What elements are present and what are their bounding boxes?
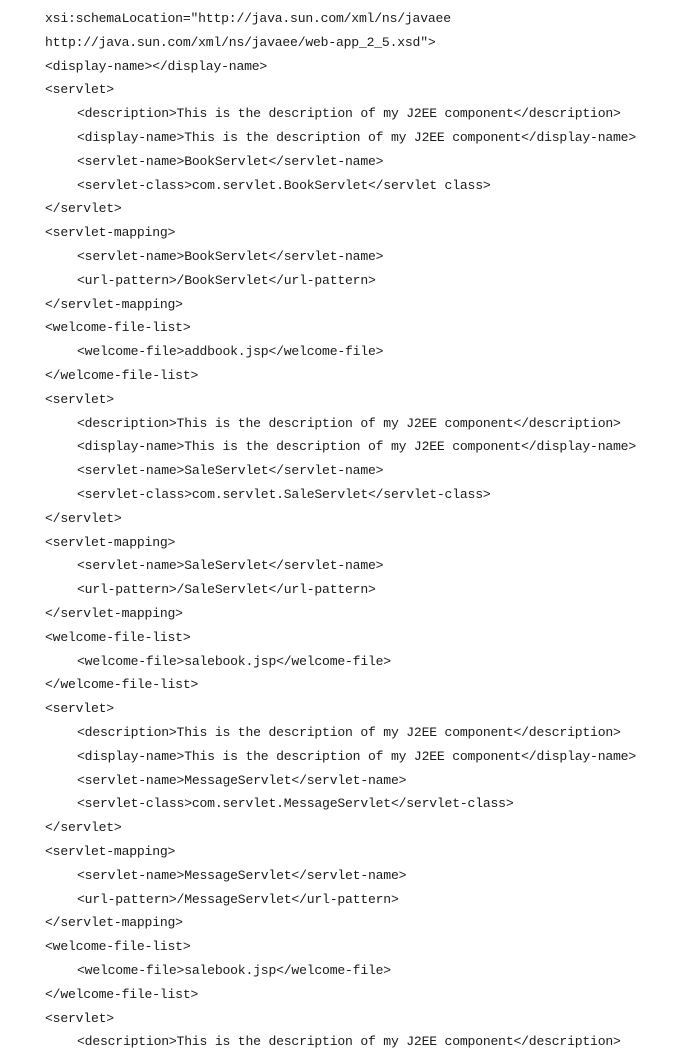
code-line: </servlet> (45, 510, 122, 526)
code-line: <url-pattern>/BookServlet</url-pattern> (77, 272, 376, 288)
code-line: </servlet-mapping> (45, 296, 183, 312)
code-line: <description>This is the description of my J2EE component</description> (77, 415, 621, 431)
code-line: <servlet-name>MessageServlet</servlet-name> (77, 772, 407, 788)
code-line: <servlet> (45, 1010, 114, 1026)
code-line: <welcome-file>salebook.jsp</welcome-file> (77, 963, 391, 978)
code-line: </welcome-file-list> (45, 368, 199, 383)
code-line: </servlet-mapping> (45, 915, 183, 931)
code-line: <servlet-mapping> (45, 534, 176, 550)
code-line: <url-pattern>/SaleServlet</url-pattern> (77, 582, 376, 598)
code-line: </welcome-file-list> (45, 677, 199, 693)
code-line: <description>This is the description of my J2EE component</description> (77, 106, 621, 122)
code-line: <servlet-name>MessageServlet</servlet-name> (77, 867, 407, 883)
code-line: <description>This is the description of my J2EE component</description> (77, 1034, 621, 1050)
code-line: <display-name></display-name> (45, 58, 268, 74)
code-line: <welcome-file-list> (45, 320, 191, 336)
code-line: <servlet-name>SaleServlet</servlet-name> (77, 463, 384, 479)
code-line: <display-name>This is the description of my J2EE component</display-name> (77, 439, 636, 455)
code-line: <welcome-file-list> (45, 629, 191, 645)
code-line: </servlet> (45, 820, 122, 836)
code-line: <welcome-file>addbook.jsp</welcome-file> (77, 344, 384, 360)
code-line: <servlet-mapping> (45, 844, 176, 859)
code-line: <servlet-mapping> (45, 225, 176, 241)
code-line: <servlet> (45, 82, 114, 98)
code-line: </servlet> (45, 201, 122, 217)
code-line: xsi:schemaLocation="http://java.sun.com/xml/ns/javaee (45, 11, 451, 26)
code-line: <description>This is the description of my J2EE component</description> (77, 725, 621, 740)
code-line: <welcome-file>salebook.jsp</welcome-file> (77, 653, 391, 669)
code-line: <servlet-class>com.servlet.BookServlet</servlet class> (77, 177, 491, 193)
code-line: <servlet> (45, 391, 114, 407)
code-line: <display-name>This is the description of my J2EE component</display-name> (77, 748, 636, 764)
code-line: <url-pattern>/MessageServlet</url-pattern> (77, 891, 399, 907)
code-line: <servlet> (45, 701, 114, 717)
code-line: <display-name>This is the description of my J2EE component</display-name> (77, 130, 636, 145)
code-line: <servlet-class>com.servlet.SaleServlet</servlet-class> (77, 487, 491, 502)
code-line: <servlet-name>BookServlet</servlet-name> (77, 249, 384, 264)
code-line: </welcome-file-list> (45, 986, 199, 1002)
code-line: http://java.sun.com/xml/ns/javaee/web-app_2_5.xsd"> (45, 34, 436, 50)
code-line: </servlet-mapping> (45, 606, 183, 621)
code-line: <welcome-file-list> (45, 939, 191, 955)
code-line: <servlet-name>BookServlet</servlet-name> (77, 153, 384, 169)
code-line: <servlet-class>com.servlet.MessageServlet</servlet-class> (77, 796, 514, 812)
code-line: <servlet-name>SaleServlet</servlet-name> (77, 558, 384, 574)
